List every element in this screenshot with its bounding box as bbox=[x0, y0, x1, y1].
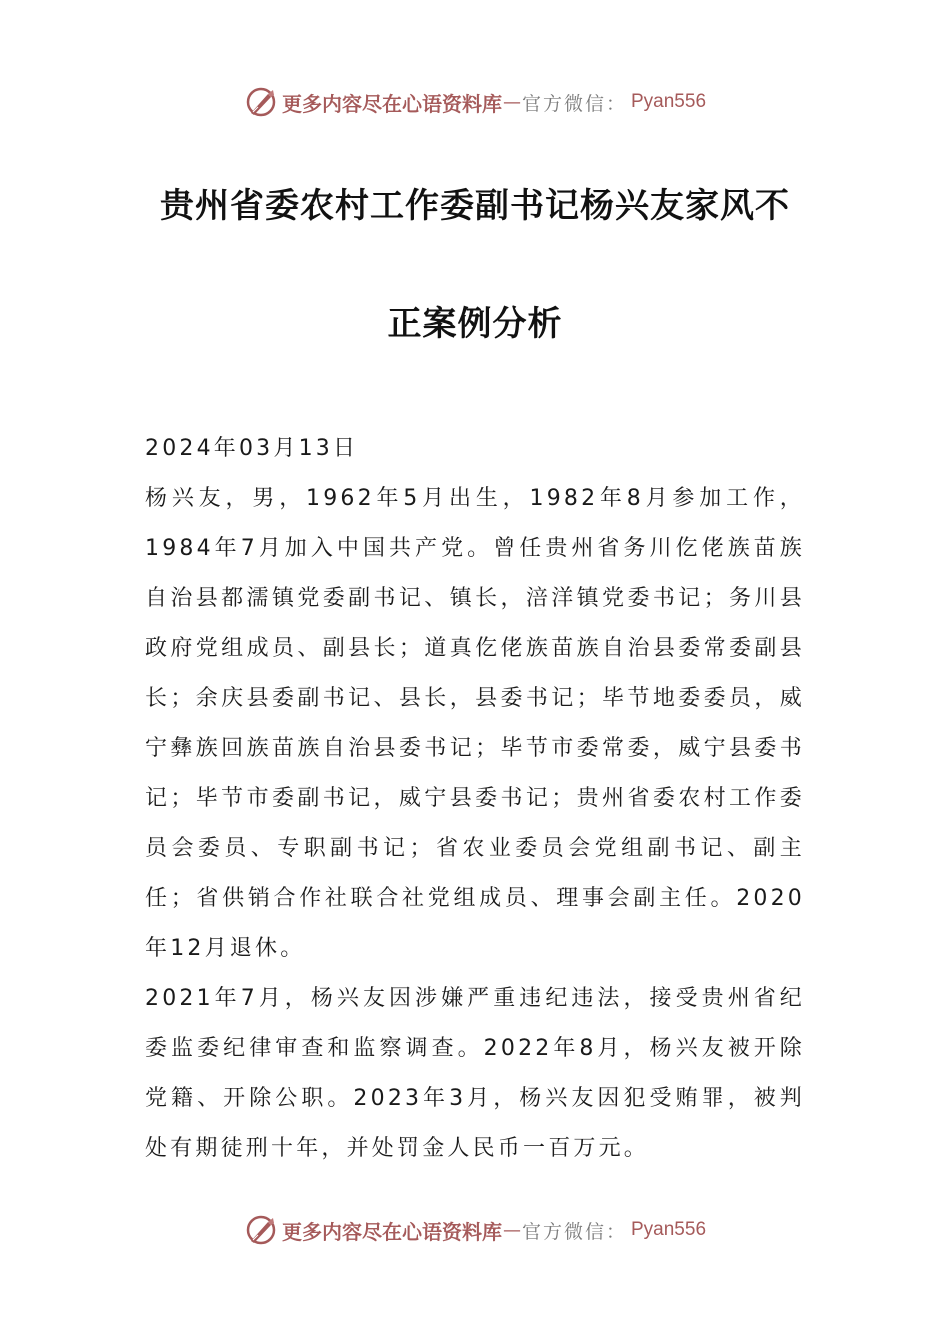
banner-dash: — bbox=[502, 91, 521, 113]
footer-banner bbox=[0, 1210, 950, 1250]
banner-brand-text: 更多内容尽在心语资料库 bbox=[281, 91, 502, 116]
banner-wechat-id: Pyan556 bbox=[631, 1219, 707, 1240]
header-banner bbox=[0, 82, 950, 122]
banner-official-label: 官方微信： bbox=[521, 92, 627, 115]
paragraph-1: 杨兴友，男，1962年5月出生，1982年8月参加工作，1984年7月加入中国共产党。曾任贵州省务川仡佬族苗族自治县都濡镇党委副书记、镇长，涪洋镇党委书记；务川县政府党组成员、副县长；道真仡佬族苗族自治县委常委副县长；余庆县委副书记、县长，县委书记；毕节地委委员，威宁彝族回族苗族自治县委书记；毕节市委常委，威宁县委书记；毕节市委副书记，威宁县委书记；贵州省委农村工作委员会委员、专职副书记；省农业委员会党组副书记、副主任；省供销合作社联合社党组成员、理事会副主任。2020年12月退休。 bbox=[145, 486, 805, 961]
banner-dash: — bbox=[502, 1219, 521, 1241]
banner-official-label: 官方微信： bbox=[521, 1220, 627, 1243]
pen-nib-logo-icon bbox=[244, 1213, 278, 1247]
document-date: 2024年03月13日 bbox=[145, 436, 359, 461]
document-title-line-2: 正案例分析 bbox=[387, 304, 563, 344]
paragraph-2: 2021年7月，杨兴友因涉嫌严重违纪违法，接受贵州省纪委监委纪律审查和监察调查。2022年8月，杨兴友被开除党籍、开除公职。2023年3月，杨兴友因犯受贿罪，被判处有期徒刑十年，并处罚金人民币一百万元。 bbox=[145, 986, 805, 1161]
pen-nib-logo-icon bbox=[244, 85, 278, 119]
banner-wechat-id: Pyan556 bbox=[631, 91, 707, 112]
banner-brand-text: 更多内容尽在心语资料库 bbox=[281, 1219, 502, 1244]
document-title-line-1: 贵州省委农村工作委副书记杨兴友家风不 bbox=[160, 186, 790, 226]
document-body bbox=[145, 424, 805, 1174]
